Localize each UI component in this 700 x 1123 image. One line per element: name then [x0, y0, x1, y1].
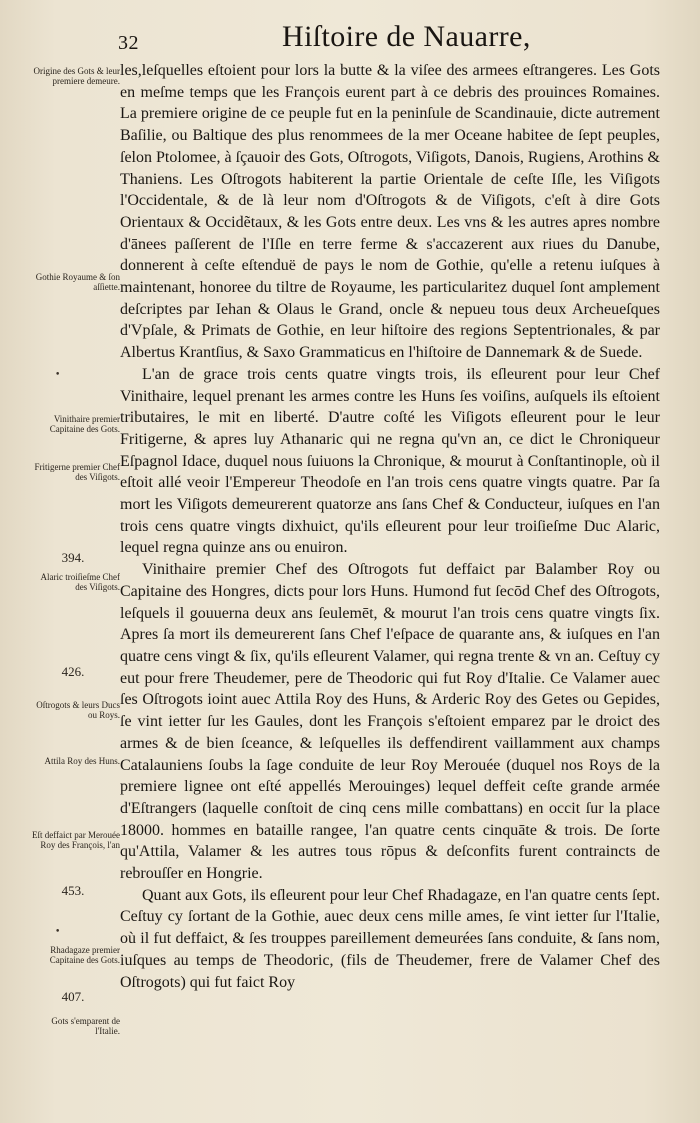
margin-note: Gothie Royaume & ſon aſſiette.	[35, 272, 120, 292]
page-header	[0, 18, 700, 58]
margin-note: Attila Roy des Huns.	[44, 756, 120, 766]
margin-year: 394.	[61, 550, 85, 565]
page-number: 32	[118, 32, 139, 54]
margin-year: 426.	[61, 664, 85, 679]
margin-note: Oſtrogots & leurs Ducs ou Roys.	[36, 700, 120, 720]
main-text	[120, 60, 660, 993]
margin-year: 407.	[61, 989, 85, 1004]
paragraph: L'an de grace trois cents quatre vingts trois, ils eſleurent pour leur Chef Vinithaire, lequel prenant les armes contre les Huns ſes voiſins, auſquels ils eſtoient tributaires, le mit en liberté. D'autre coſté les Viſigots eſleurent pour le leur Fritigerne, & apres luy Athanaric qui ne regna qu'vn an, ce dict le Chroniqueur Eſpagnol Idace, duquel nous ſuiuons la Chronique, & mourut à Conſtantinople, où il eſtoit allé veoir l'Empereur Theodoſe en l'an trois cens quatre vingts quatre. Par ſa mort les Viſigots demeurerent quatorze ans ſans Chef & Conducteur, iuſques en l'an trois cens quatre vingts dixhuict, qu'ils eſleurent pour leur troiſieſme Duc Alaric, lequel regna quinze ans ou enuiron.	[120, 365, 660, 557]
margin-note: Vinithaire premier Capitaine des Gots.	[49, 414, 120, 434]
margin-mark: •	[55, 370, 61, 380]
paragraph: Quant aux Gots, ils eſleurent pour leur Chef Rhadagaze, en l'an quatre cents ſept. Ceſtuy cy ſortant de la Gothie, auec deux cens mille ames, ſe vint ietter ſur l'Italie, où il fut deffaict, & ſes trouppes pareillement demeurées ſans conduite, & ſans nom, iuſques au temps de Theodoric, (fils de Theudemer, frere de Valamer Chef des Oſtrogots) qui fut faict Roy	[120, 886, 660, 991]
paragraph: les,leſquelles eſtoient pour lors la butte & la viſee des armees eſtrangeres. Les Gots en meſme temps que les François eurent part à ce debris des prouinces Romaines. La premiere origine de ce peuple fut en la peninſule de Scandinauie, dicte autrement Baſilie, ou Baltique des plus renommees de la mer Oceane habitee de ſept peuples, ſelon Ptolomee, à ſçauoir des Gots, Oſtrogots, Viſigots, Danois, Rugiens, Arothins & Thaniens. Les Oſtrogots habiterent la partie Orientale de ceſte Iſle, les Viſigots l'Occidentale, & de là leur nom d'Oſtrogots & de Viſigots, c'eſt à dire Gots Orientaux & Occidẽtaux, & les Gots entre deux. Les vns & les autres apres nombre d'ānees paſſerent de l'Iſle en terre ferme & s'accazerent aux riues du Danube, donnerent à ceſte eſtenduë de pays le nom de Gothie, qu'elle a retenu iuſques à maintenant, honoree du tiltre de Royaume, les particularitez duquel ſont amplement deſcriptes par Iehan & Olaus le Grand, oncle & nepueu tous deux Archeueſques d'Vpſale, & Primats de Gothie, en leur hiſtoire des regions Septentrionales, & par Albertus Krantſius, & Saxo Grammaticus en l'hiſtoire de Dannemark & de Suede.	[120, 62, 660, 362]
margin-note: Alaric troiſieſme Chef des Viſigots.	[40, 572, 120, 592]
margin-note: Gots s'emparent de l'Italie.	[51, 1016, 120, 1036]
running-title: Hiſtoire de Nauarre,	[282, 20, 531, 53]
margin-note: Eſt deffaict par Merouée Roy des François, l'an	[31, 830, 120, 850]
margin-note: Origine des Gots & leur premiere demeure.	[33, 66, 120, 86]
margin-mark: •	[55, 927, 61, 937]
margin-note: Rhadagaze premier Capitaine des Gots.	[49, 945, 120, 965]
paragraph: Vinithaire premier Chef des Oſtrogots fut deffaict par Balamber Roy ou Capitaine des Hongres, dicts pour lors Huns. Humond fut ſecōd Chef des Oſtrogots, leſquels il gouuerna deux ans ſeulemēt, & mourut l'an trois cens quatre vingts ſix. Apres ſa mort ils demeurerent ſans Chef l'eſpace de quarante ans, & iuſques en l'an quatre cens vingt & ſix, qu'ils eſleurent Valamer, qui regna trente & vn an. Ceſtuy cy eut pour frere Theudemer, pere de Theodoric qui fut Roy d'Italie. Ce Valamer auec ſes Oſtrogots ioint auec Attila Roy des Huns, & Arderic Roy des Getes ou Gepides, ſe vint ietter ſur les Gaules, dont les François s'eſtoient emparez par le droict des armes & de bien ſceance, & leſquelles ils deffendirent vaillamment aux champs Catalauniens ſoubs la ſage conduite de leur Roy Merouée (duquel nos Roys de la premiere lignee ont eſté appellés Merouinges) lequel deffeit ceſte grande armée d'Eſtrangers (laquelle conſtoit de cinq cens mille combattans) en occit ſur la place 18000. hommes en bataille rangee, l'an quatre cents cinquāte & trois. De ſorte qu'Attila, Valamer & les autres tous rōpus & deſconfits furent contraincts de rebrouſſer en Hongrie.	[120, 561, 660, 883]
margin-year: 453.	[61, 883, 85, 898]
margin-note: Fritigerne premier Chef des Viſigots.	[34, 462, 120, 482]
